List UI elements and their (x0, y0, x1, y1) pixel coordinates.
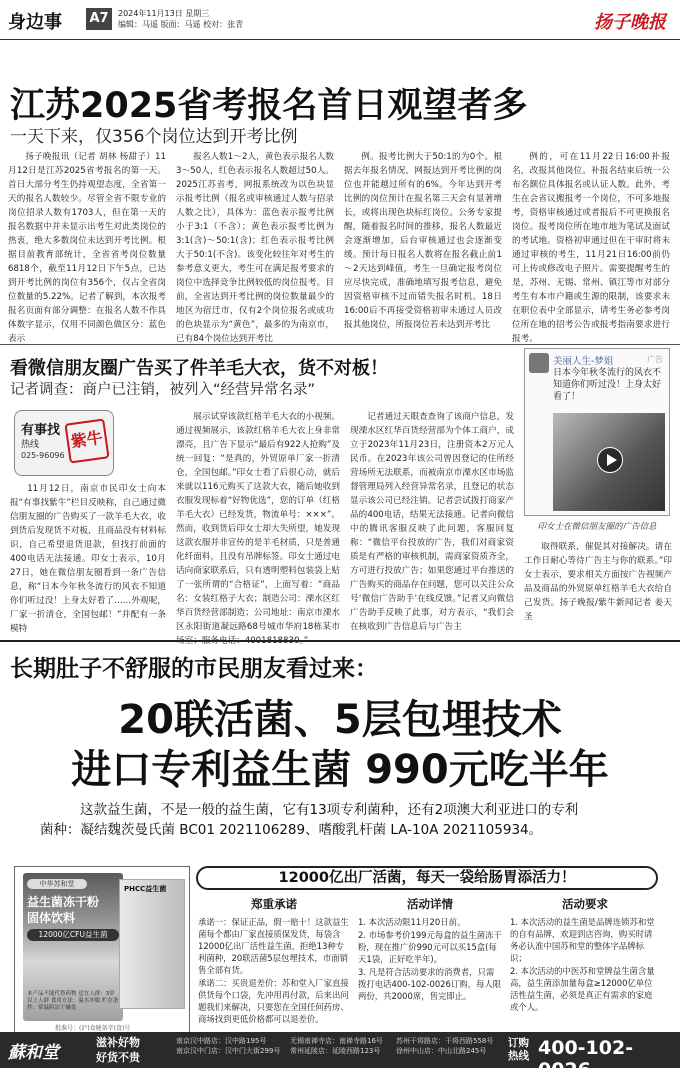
ad-description (40, 800, 660, 840)
ad-requirements (510, 896, 660, 1036)
photo-caption: 印女士在微信朋友圈的广告信息 (537, 522, 657, 532)
ad-text: 日本今年秋冬流行的风衣不知道你们听过没！上身太好看了！ (553, 368, 662, 402)
footer-brand-logo: 蘇和堂 (8, 1043, 59, 1063)
footer-slogan-1: 滋补好物 (96, 1036, 140, 1049)
product-image (14, 866, 190, 1034)
address-line: 徐州中山店：中山北路245号 (396, 1047, 487, 1055)
divider (0, 344, 680, 345)
footer-address-suzhou (396, 1036, 493, 1056)
ad-headline-2: 进口专利益生菌 990元吃半年 (71, 747, 609, 793)
issue-date: 2024年11月13日 星期三 (118, 9, 210, 18)
story2-headline: 看微信朋友圈广告买了件羊毛大衣，货不对板！ (10, 358, 388, 379)
editor-credits: 编辑：马遥 版面：马遥 校对：张青 (118, 20, 244, 29)
product-box-label: PHCC益生菌 (124, 885, 167, 893)
address-line: 苏州干将路店：干将西路558号 (396, 1037, 494, 1045)
details-1: 1. 本次活动限11月20日前。 (358, 917, 466, 927)
footer-slogan-2: 好货不贵 (96, 1051, 140, 1064)
wechat-ad-screenshot (524, 348, 670, 516)
promise-title: 郑重承诺 (251, 897, 297, 911)
ad-lead: 长期肚子不舒服的市民朋友看过来： (10, 656, 378, 682)
order-label-2: 热线 (508, 1050, 529, 1062)
hotline-logo-sub: 热线 (21, 440, 40, 450)
ad-slogan-pill: 12000亿出厂活菌，每天一袋给肠胃添活力！ (196, 866, 658, 890)
product-cfu: 12000亿CFU益生菌 (27, 929, 119, 941)
avatar (529, 353, 549, 373)
advertisement (0, 640, 680, 1068)
ad-headline-1: 20联活菌、5层包埋技术 (118, 697, 562, 743)
order-label-1: 订购 (508, 1037, 529, 1049)
hotline-phone: 025-96096 (21, 451, 65, 460)
ad-tag: 广告 (647, 355, 663, 364)
story1-headline: 江苏2025省考报名首日观望者多 (10, 86, 528, 126)
story2-col2: 展示试穿该款红格羊毛大衣的小视频。通过视频展示，该款红格羊毛大衣上身非常漂亮，且广告下显示“最后有922人抢购”及统一回复：“是真的，外贸原单厂家一折清仓，全国包邮。”印女士看了后很心动，就后来就以116元购买了这款大衣，随后她收到衣服发现标着“好物优选”，您的订单（红格羊毛大衣）已经发货，物流单号：×××”。然而，收到货后印女士却大失所望，她发现这款衣服并非宣传的是羊毛材质，只是普通化纤面料，且没有吊牌标签。印女士通过电话向商家联系后，只有透明塑料包装袋上贴了一张所谓的“合格证”，上面写着：“商品名：女装红格子大衣；制造公司：溧水区红华百货经营部制造；公司地址：南京市溧水区永阳街道凝远路68号城市华府18栋某市 (176, 412, 340, 632)
ad-details (358, 896, 502, 1036)
story1-col3: 例。报考比例大于50:1的为0个。根据去年报名情况，网报达到开考比例的岗位也并能越过所有的6%。今年达到开考比例的岗位预计在报名第三天会有显著增长，或将出现色块标红岗位。公务专家提醒，随着报名时间的推移，报名人数最近会逐渐增加，后台审核通过也会逐渐变缓。预计每日报名人数将在报名截止前1～2天达到峰值，考生一旦确定报考岗位应尽快完成，准确地填写报考信息，避免因资格审核不过而错失报名时机。18日16:00后不再接受资格初审未通过人员改报其他岗位，所报岗位若未达到开考比 (344, 152, 502, 330)
ad-desc-line1: 这款益生菌，不是一般的益生菌，它有13项专利菌种，还有2项澳大利亚进口的专利 (80, 802, 579, 818)
product-approval: 批准号：(沪)食健备字(食)号 (55, 1025, 131, 1032)
details-2: 2. 市场参考价199元每盒的益生菌冻干粉，现在推广价990元可以买15盒(每天1袋，正好吃半年)。 (358, 930, 502, 964)
product-fine-print: 本产品不能代替药物 适宜人群：3岁以上人群 食用方法：温水冲服 贮存条件：常温阴凉干燥处 (27, 991, 119, 1011)
story1-subhead: 一天下来，仅356个岗位达到开考比例 (10, 127, 298, 147)
address-line: 南京汉中门店：汉中门大街299号 (176, 1047, 281, 1055)
product-box (23, 873, 123, 1021)
footer-address-wuxi (290, 1036, 383, 1056)
requirements-2: 2. 本次活动的中医苏和堂牌益生菌含量高，益生菌添加量每盒≥12000亿单位活性益生菌，必须是真正有需求的家庭或个人。 (510, 966, 655, 1012)
page-number: A7 (86, 8, 112, 30)
play-icon (597, 447, 623, 473)
details-title: 活动详情 (407, 897, 453, 911)
footer-slogan (96, 1035, 140, 1065)
product-name-2: 固体饮料 (27, 911, 76, 925)
story1-col4: 例的，可在11月22日16:00补报名，改报其他岗位。补报名结束后统一公布名额位具体报名或认证人数。此外，考生在会省议搬报考一个岗位，不可多地报考，资格审核通过或者报后不可更换报名岗位。报考岗位所在地市地为笔试及面试的考试地。资格初审通过但在干审时将未通过审核的考生，11月21日16:00前仍可上传或修改电子照片。需要提醒考生的是，苏州、无锡、常州、镇江等市对部分考生有本市户籍或生源的限制，该要求未在职位表中全部显示，请考生务必参考岗位所在地的招考公告或报考指南要求进行报考。 (512, 152, 670, 344)
section-title: 身边事 (8, 12, 62, 33)
promise-1: 承诺一：保证正品，假一赔十！这款益生菌每个都由厂家直接质保发货，每袋含12000亿出厂活性益生菌，拒绝13种专利菌种，20联活菌5层包埋技术，市面销售全部有货。 (198, 917, 349, 975)
product-name-1: 益生菌冻干粉 (27, 895, 100, 909)
order-phone-number: 400-102-0026 (538, 1037, 634, 1081)
story2-col1: 11月12日，南京市民印女士向本报“有事找紫牛”栏目反映称，自己通过微信朋友圈的广告购买了一款羊毛大衣，收到货后发现货不对板，且商品没有材料标识，自己希望退货退款，但找打前面的400电话无法接通。印女士表示，10月27日，她在微信朋友圈看到一条广告信息，称“日本今年秋冬流行的风衣不知道你们听过没！上身太好看了……外观呢，厂家一折清仓，全国包邮！”并配有一条模特 (10, 484, 166, 634)
issue-meta (118, 8, 243, 30)
address-line: 常州延陵店：延陵西路123号 (290, 1047, 381, 1055)
address-line: 无锡南禅寺店：南禅寺路16号 (290, 1037, 383, 1045)
zini-stamp: 紫牛 (64, 418, 109, 463)
ad-desc-line2: 菌种：凝结魏茨曼氏菌 BC01 2021106289、嗜酸乳杆菌 LA-10A 2021105934。 (40, 822, 543, 838)
page-header (0, 0, 680, 40)
story2-col4: 取得联系，催促其对接解决。请在工作日耐心等待广告主与你的联系。”印女士表示，要求相关方面按广告视频产品及商品的外贸原单红格羊毛大衣给自己发货。扬子晚报/紫牛新闻记者 姜天圣 (524, 542, 672, 622)
requirements-1: 1. 本次活动的益生菌是品牌连锁苏和堂的自有品牌，欢迎到店咨询，购买时请务必认准中国苏和堂的整体字品牌标识； (510, 917, 655, 963)
ad-promise (198, 896, 350, 1036)
promise-2: 承诺二：买贵退差价：苏和堂入厂家直接供货每个口袋，先冲用再付款，后来出问题我们来解决，只要您在全国任何药房、商场找到更低价格都可以退差价。 (198, 978, 349, 1024)
address-line: 南京汉中路店：汉中路195号 (176, 1037, 267, 1045)
story1-col2: 报名人数1～2人，黄色表示报名人数3～50人，红色表示报名人数超过50人。2025江苏省考，网报系统改为以色块显示报考比例（报名或审核通过人数与招录人数之比），具体为：蓝色表示报考比例小于3:1（不含）；黄色表示报考比例为3:1(含)～50:1(含)；红色表示报考比例大于50:1(不含)。该变化较往年对考生的参考意义更大，考生可在满足报考要求的岗位中选择竞争比例较低的岗位报考。目前，全省达到开考比例的岗位数量最少的地区为宿迁市，仅有2个岗位报名或成功的色块显示为“黄色”，最多的为南京市，已有84个岗位达到开考比 (176, 152, 334, 344)
story2-subhead: 记者调查：商户已注销，被列入“经营异常名录” (10, 382, 316, 398)
newspaper-logo: 扬子晚报 (594, 12, 666, 33)
footer-address-nanjing (176, 1036, 280, 1056)
hotline-logo (14, 410, 114, 476)
story1-col1: 扬子晚报讯（记者 胡林 杨甜子）11月12日是江苏2025省考报名的第一天。首日大部分考生仍持观望态度，全省第一天的报名人数较少。尽管全省不限专业的岗位招录人数有1703人，但在第一天的报名数据中并未显示出考生对此类岗位的热衷，绝大多数岗位未达到开考比例。根据目前教育部统计，全省省考岗位数量6818个，截至11月12日下午5点，已达到开考比例的岗位有356个，仅占全省岗位数量的5.22%。记者了解到，本次报考报名页面有部分调整：在报名人数不作具体数字显示，仅用不同颜色做区分：蓝色表示 (8, 152, 166, 344)
ad-footer-bar (0, 1032, 680, 1081)
ad-video-thumbnail (553, 413, 665, 511)
story2-col3: 记者通过天眼查查询了该商户信息，发现溧水区红华百货经营部为个体工商户，成立于2023年11月23日，注册资本2万元人民币。在2023年该公司曾因登记的住所经营场所无法联系，而被南京市溧水区市场监督管理局列入经营异常名录，且登记的状态显示该公司已经注销。记者尝试拨打商家产品的400电话，结果无法接通。记者向微信中的腾讯客服反映了此问题，客服回复称：“微信平台投放的广告，我们对商家资质是有严格的审核机制，需商家资质齐全，方可进行投放广告；如果您通过平台推送的广告购买的商品存在问题，您可以关注公众号‘微信广告助手’在线反馈。”记者又向微信广告助手反映了此事，对方表示，“我们会在核收到广告信息后与广告主 (350, 412, 514, 632)
hotline-logo-title: 有事找 (21, 423, 61, 438)
requirements-title: 活动要求 (562, 897, 608, 911)
product-sachet-box (119, 879, 185, 1009)
ad-top-rule (0, 640, 680, 642)
ad-account-name: 美丽人生-梦姐 (553, 356, 614, 367)
details-3: 3. 凡是符合活动要求的消费者，只需拨打电话400-102-0026订购，每人限两份，共2000席，售完即止。 (358, 967, 502, 1001)
product-brand-tag: 中华苏和堂 (27, 879, 87, 889)
order-hotline-label (508, 1037, 529, 1063)
